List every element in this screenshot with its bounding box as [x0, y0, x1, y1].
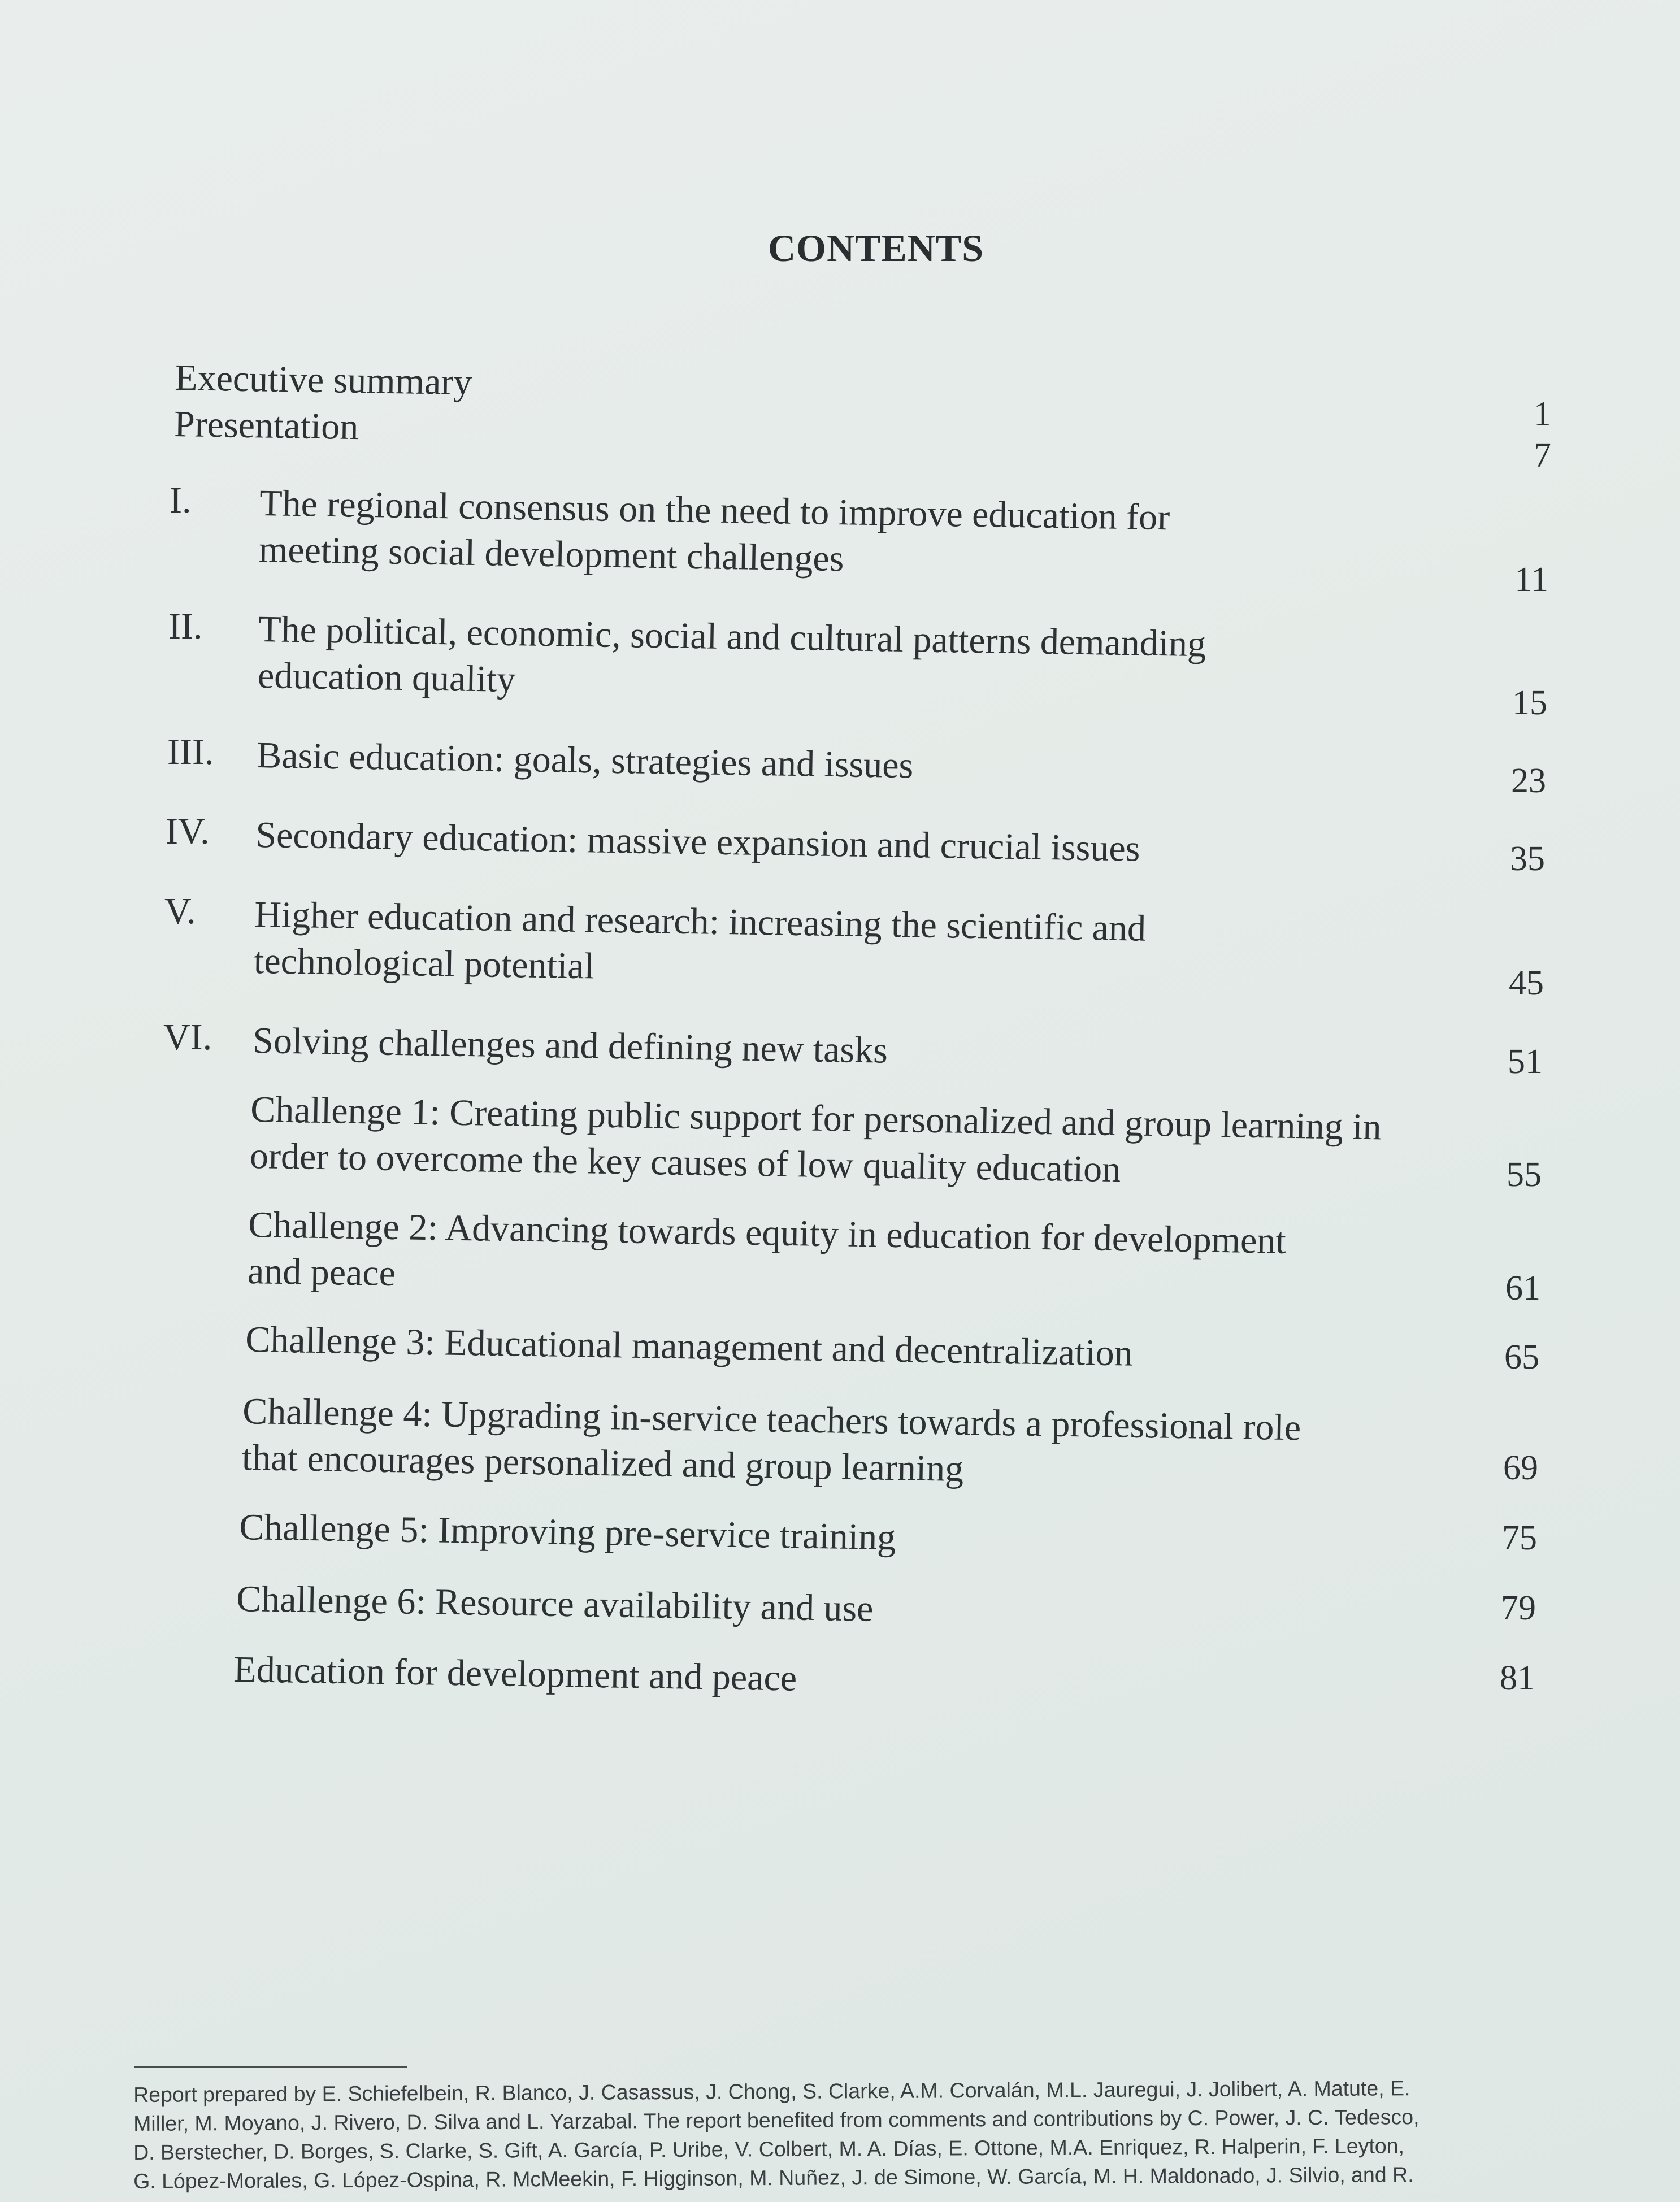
toc-roman-numeral: III. — [167, 731, 214, 772]
toc-entry-line: Higher education and research: increasing the scientific and — [254, 893, 1147, 949]
toc-entry-challenge-4 — [241, 1388, 1301, 1497]
toc-page-number: 75 — [1502, 1519, 1537, 1557]
toc-entry-chapter-1 — [258, 480, 1170, 587]
toc-entry-line: and peace — [247, 1250, 396, 1295]
toc-entry-line: Challenge 2: Advancing towards equity in education for development — [248, 1204, 1287, 1262]
footnote-line: Miller, M. Moyano, J. Rivero, D. Silva and L. Yarzabal. The report benefited from comments and contributions by C. Power, J. C. Tedesco, — [133, 2105, 1419, 2135]
toc-entry-line: technological potential — [253, 940, 595, 987]
toc-entry-challenge-3 — [245, 1317, 1134, 1377]
toc-page-number: 45 — [1509, 964, 1544, 1002]
toc-entry-line: Challenge 4: Upgrading in-service teachers towards a professional role — [242, 1390, 1301, 1449]
toc-entry-line: Basic education: goals, strategies and issues — [256, 734, 914, 787]
toc-entry-line: The political, economic, social and cultural patterns demanding — [258, 608, 1206, 665]
toc-entry-line: Challenge 5: Improving pre-service training — [238, 1506, 896, 1558]
toc-entry-executive-summary — [173, 355, 472, 452]
toc-entry-line: Challenge 6: Resource availability and use — [236, 1578, 874, 1630]
toc-entry-chapter-4 — [255, 812, 1140, 872]
toc-page-number: 23 — [1511, 762, 1546, 800]
toc-page-number: 11 — [1514, 561, 1548, 599]
toc-page-number: 55 — [1507, 1156, 1542, 1194]
toc-entry-line: Executive summary — [174, 357, 472, 403]
toc-page-number: 51 — [1508, 1043, 1543, 1081]
toc-entry-education-peace — [233, 1647, 797, 1702]
toc-entry-line: Solving challenges and defining new tasks — [252, 1019, 888, 1071]
toc-roman-numeral: IV. — [166, 811, 210, 852]
toc-entry-line: Education for development and peace — [233, 1648, 797, 1699]
footnote-line: D. Berstecher, D. Borges, S. Clarke, S. Gift, A. García, P. Uribe, V. Colbert, M. A. Días, E. Ottone, M.A. Enriquez, R. Halperin, F. Leyton, — [133, 2134, 1405, 2164]
footnote — [133, 2076, 1523, 2196]
toc-page-number: 69 — [1503, 1449, 1538, 1487]
toc-page-number: 79 — [1501, 1589, 1536, 1627]
toc-entry-chapter-3 — [257, 732, 914, 789]
footnote-line: G. López-Morales, G. López-Ospina, R. McMeekin, F. Higginson, M. Nuñez, J. de Simone, W. García, M. H. Maldonado, J. Silvio, and R. — [133, 2162, 1414, 2193]
toc-page-number: 15 — [1512, 684, 1547, 722]
toc-entry-challenge-2 — [247, 1202, 1286, 1311]
toc-page-number: 35 — [1510, 840, 1545, 878]
toc-roman-numeral: II. — [168, 606, 203, 647]
toc-entry-challenge-5 — [239, 1504, 896, 1561]
toc-entry-challenge-1 — [249, 1087, 1382, 1197]
footnote-line: Report prepared by E. Schiefelbein, R. Blanco, J. Casassus, J. Chong, S. Clarke, A.M. Corvalán, M.L. Jauregui, J. Jolibert, A. Matute, E. — [133, 2076, 1410, 2107]
toc-entry-line: meeting social development challenges — [258, 528, 845, 580]
toc-entry-challenge-6 — [236, 1576, 874, 1632]
toc-page-number: 81 — [1500, 1659, 1535, 1697]
toc-page-number: 61 — [1505, 1269, 1540, 1308]
toc-entry-line: Presentation — [173, 403, 359, 448]
toc-roman-numeral: I. — [170, 480, 192, 521]
footnote-divider — [134, 2066, 407, 2068]
toc-roman-numeral: VI. — [163, 1017, 212, 1058]
page-title: CONTENTS — [767, 227, 984, 270]
toc-entry-line: order to overcome the key causes of low quality education — [249, 1135, 1121, 1191]
toc-entry-line: Challenge 1: Creating public support for personalized and group learning in — [250, 1088, 1382, 1148]
toc-entry-line: Challenge 3: Educational management and decentralization — [245, 1318, 1134, 1374]
toc-page-number: 1 — [1534, 395, 1551, 433]
toc-entry-chapter-5 — [253, 892, 1146, 998]
toc-entry-line: that encourages personalized and group learning — [241, 1436, 964, 1490]
toc-entry-line: education quality — [257, 654, 516, 701]
toc-entry-chapter-2 — [257, 606, 1206, 714]
toc-entry-line: The regional consensus on the need to improve education for — [259, 482, 1170, 538]
toc-roman-numeral: V. — [164, 891, 196, 932]
toc-page-number: 7 — [1534, 436, 1551, 475]
toc-entry-line: Secondary education: massive expansion and crucial issues — [255, 814, 1140, 870]
toc-page-number: 65 — [1504, 1338, 1539, 1376]
toc-entry-chapter-6 — [253, 1018, 888, 1074]
